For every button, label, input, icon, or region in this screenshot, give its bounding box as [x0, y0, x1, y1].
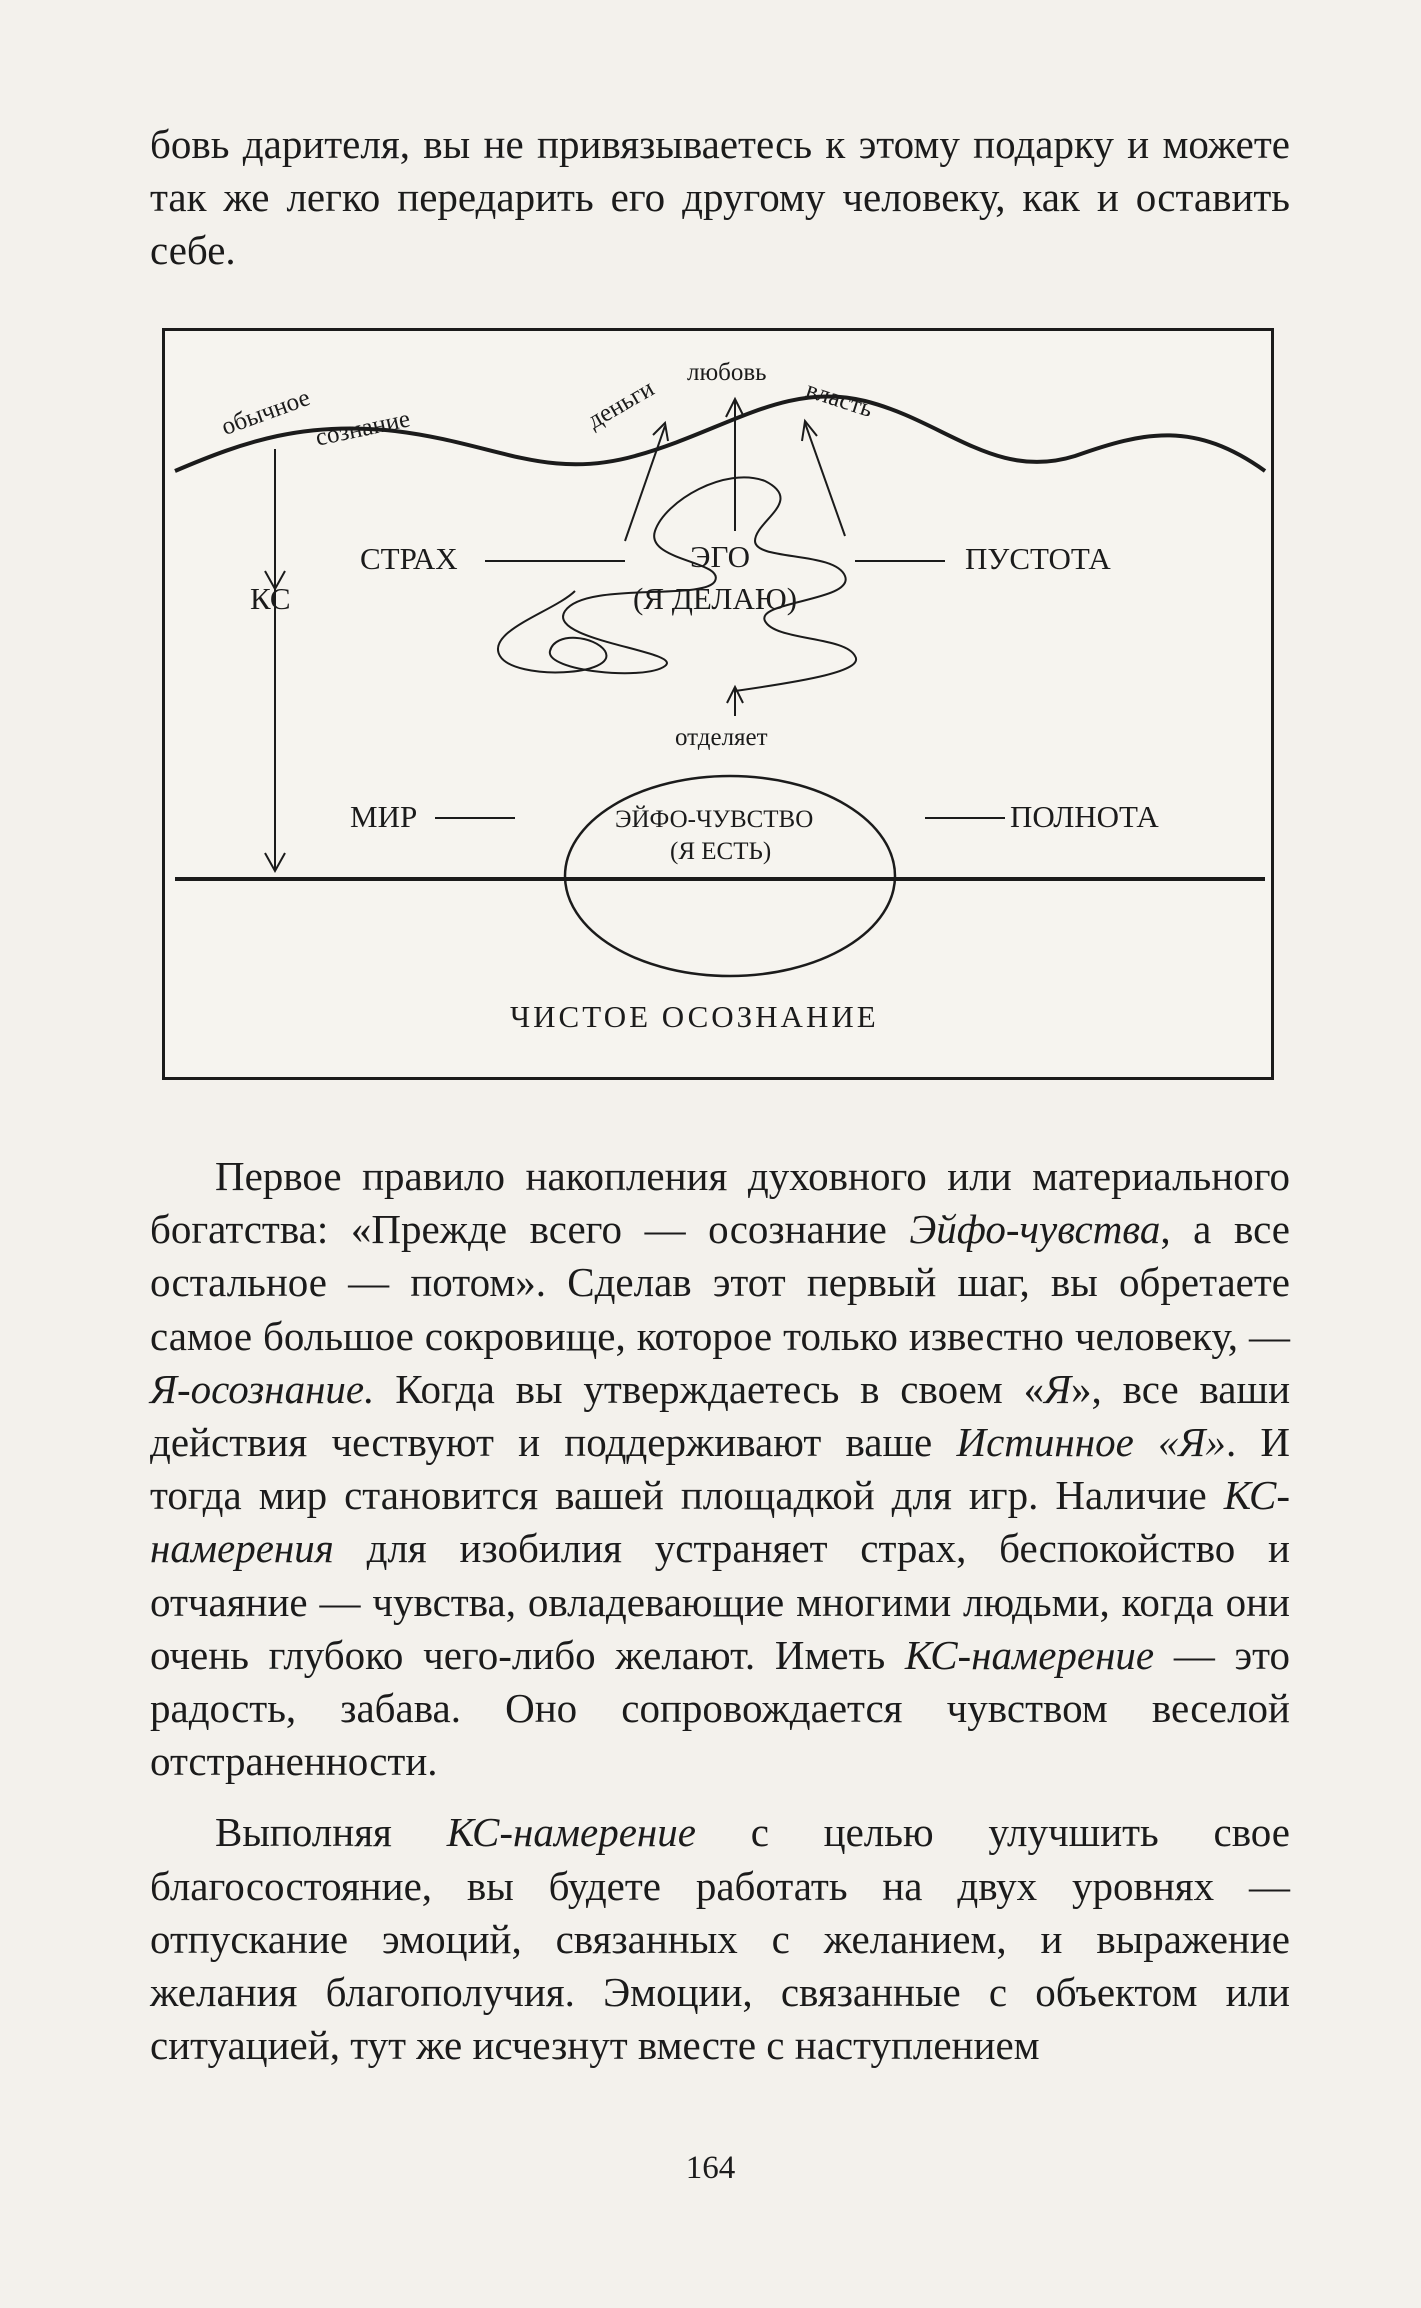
- p1-em-2: Я-осознание.: [150, 1365, 375, 1412]
- label-emptiness: ПУСТОТА: [965, 541, 1111, 576]
- label-separates: отделяет: [675, 724, 768, 751]
- p1-text-1: Первое правило накопления духовного или материального богатства: «Прежде всего — осознание: [150, 1153, 1290, 1253]
- p1-text-4: », все ваши действия чествуют и поддерживают ваше: [150, 1365, 1291, 1466]
- label-i-do: (Я ДЕЛАЮ): [633, 581, 798, 616]
- p1-text-6: для изобилия устраняет страх, беспокойство и отчаяние — чувства, овладевающие многими людьми, когда они очень глубоко чего-либо желают. Иметь: [150, 1525, 1290, 1678]
- label-ordinary: обычное: [217, 384, 314, 441]
- label-eypho: ЭЙФО-ЧУВСТВО: [615, 806, 814, 833]
- label-fullness: ПОЛНОТА: [1010, 799, 1159, 834]
- body-text: [150, 1150, 1290, 2072]
- p1-em-5: КС-намерения: [150, 1472, 1290, 1572]
- label-ego: ЭГО: [690, 539, 751, 574]
- label-ks: КС: [250, 581, 291, 616]
- p1-text-3: Когда вы утверждаетесь в своем «: [374, 1365, 1045, 1412]
- p2-text-2: с целью улучшить свое благосостояние, вы будете работать на двух уровнях — отпускание эмоций, связанных с желанием, и выражение желания благополучия. Эмоции, связанные с объектом или ситуацией, тут же исчезнут вместе с наступлением: [150, 1809, 1290, 2069]
- p2-text-1: Выполняя: [215, 1809, 447, 1856]
- top-paragraph: бовь дарителя, вы не привязываетесь к этому подарку и можете так же легко передарить его другому человеку, как и оставить себе.: [150, 121, 1290, 274]
- label-consciousness: сознание: [313, 405, 413, 452]
- arrow-power: [805, 423, 845, 536]
- label-love: любовь: [687, 359, 767, 386]
- p2-em-1: КС-намерение: [446, 1809, 696, 1856]
- label-pure-awareness: ЧИСТОЕ ОСОЗНАНИЕ: [510, 999, 879, 1034]
- paragraph-1: [150, 1150, 1290, 1788]
- p1-em-3: Я: [1044, 1365, 1072, 1412]
- p1-text-2: , а все остальное — потом». Сделав этот первый шаг, вы обретаете самое большое сокровище, которое только известно человеку, —: [150, 1206, 1291, 1359]
- p1-em-6: КС-намерение: [904, 1631, 1155, 1678]
- p1-em-1: Эйфо-чувства: [909, 1206, 1161, 1253]
- consciousness-diagram: [162, 328, 1274, 1080]
- label-money: деньги: [582, 374, 659, 435]
- p1-text-5: . И тогда мир становится вашей площадкой для игр. Наличие: [150, 1419, 1291, 1519]
- page-number: 164: [685, 2150, 736, 2186]
- label-fear: СТРАХ: [360, 541, 458, 576]
- paragraph-2: [150, 1806, 1290, 2072]
- p1-em-4: Истинное «Я»: [956, 1419, 1226, 1466]
- p1-text-7: — это радость, забава. Оно сопровождается чувством веселой отстраненности.: [150, 1631, 1290, 1785]
- label-i-am: (Я ЕСТЬ): [670, 838, 772, 865]
- label-power: власть: [802, 376, 877, 423]
- label-world: МИР: [350, 799, 418, 834]
